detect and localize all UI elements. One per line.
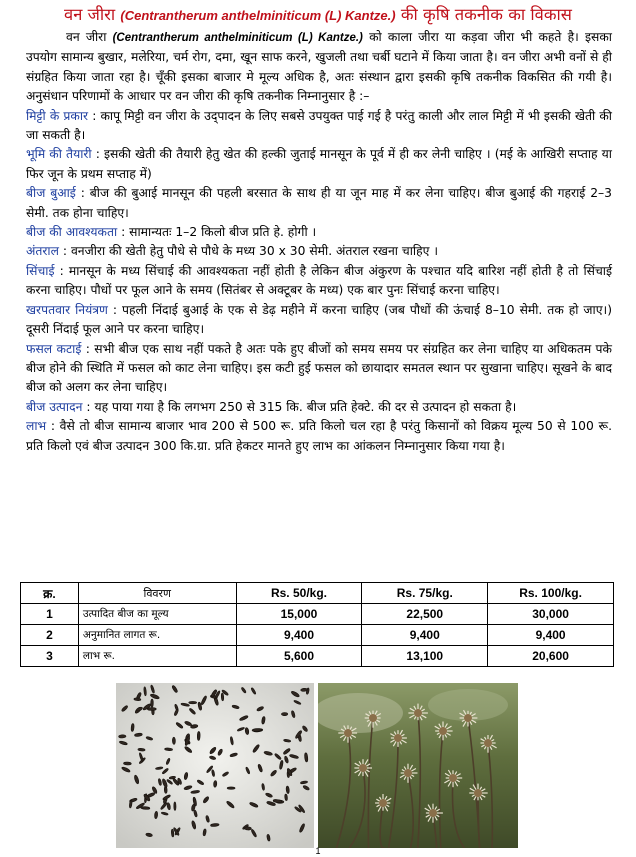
- cell-rs-75: 22,500: [362, 604, 488, 625]
- section-text: : सभी बीज एक साथ नहीं पकते है अतः पके हुए बीजों को समय समय पर संग्रहित कर लेना चाहिए या अधिकतम पके बीज होने की स्थिति में फसल को काट लेना चाहिए। इस कटी हुई फसल को छायादार समतल स्थान पर सुखाना चाहिए। सूखने के बाद बीज को अलग कर लेना चाहिए।: [26, 341, 612, 395]
- section-heading: मिट्टी के प्रकार: [26, 108, 89, 123]
- cell-description: अनुमानित लागत रू.: [78, 625, 236, 646]
- intro-start: वन जीरा: [66, 30, 107, 44]
- section-heading: भूमि की तैयारी: [26, 147, 92, 162]
- section-weed-control: [26, 301, 612, 340]
- plant-photo: [318, 683, 518, 848]
- header-serial: क्र.: [21, 583, 79, 604]
- cell-rs-100: 20,600: [488, 646, 614, 667]
- section-text: : पहली निंदाई बुआई के एक से डेढ़ महीने में करना चाहिए (जब पौधों की ऊंचाई 8–10 सेमी. तक हो जाए।) दूसरी निंदाई फूल आने पर करना चाहिए।: [26, 302, 612, 337]
- section-heading: बीज बुआई: [26, 186, 76, 201]
- header-description: विवरण: [78, 583, 236, 604]
- section-profit: [26, 417, 612, 456]
- section-harvest: [26, 340, 612, 398]
- seeds-photo: [116, 683, 314, 848]
- document-body: [26, 28, 612, 456]
- section-heading: लाभ: [26, 419, 47, 434]
- intro-scientific-name: (Centrantherum anthelminiticum (L) Kantze.): [112, 32, 363, 44]
- cell-rs-50: 9,400: [236, 625, 362, 646]
- seeds-image: [116, 683, 314, 848]
- section-text: : कापू मिट्टी वन जीरा के उद्पादन के लिए सबसे उपयुक्त पाई गई है परंतु काली और लाल मिट्टी में भी इसकी खेती की जा सकती है।: [26, 108, 612, 143]
- cell-rs-50: 5,600: [236, 646, 362, 667]
- cell-rs-75: 13,100: [362, 646, 488, 667]
- table-row: [21, 646, 614, 667]
- section-heading: अंतराल: [26, 244, 59, 259]
- header-rs-50: Rs. 50/kg.: [236, 583, 362, 604]
- section-text: : सामान्यतः 1–2 किलो बीज प्रति हे. होगी ।: [121, 225, 317, 240]
- section-seed-requirement: [26, 223, 612, 242]
- cell-description: उत्पादित बीज का मूल्य: [78, 604, 236, 625]
- section-text: : इसकी खेती की तैयारी हेतु खेत की हल्की जुताई मानसून के पूर्व में ही कर लेनी चाहिए । (मई के आखिरी सप्ताह या फिर जून के प्रथम सप्ताह में): [26, 147, 612, 181]
- plant-image: [318, 683, 518, 848]
- section-text: : मानसून के मध्य सिंचाई की आवश्यकता नहीं होती है लेकिन बीज अंकुरण के पश्चात यदि बारिश नहीं होती है तो सिंचाई करना चाहिए। पौधों पर फूल आने के समय (सितंबर से अक्टूबर के मध्य) एक बार पुनः सिंचाई करना चाहिए।: [26, 263, 612, 298]
- cell-rs-75: 9,400: [362, 625, 488, 646]
- section-text: : बीज की बुआई मानसून की पहली बरसात के साथ ही या जून माह में कर लेना चाहिए। बीज बुआई की गहराई 2–3 सेमी. तक होना चाहिए।: [26, 186, 612, 220]
- header-rs-100: Rs. 100/kg.: [488, 583, 614, 604]
- page-title: [0, 2, 636, 25]
- title-scientific-name: (Centrantherum anthelminiticum (L) Kantze.): [120, 8, 396, 23]
- section-heading: बीज उत्पादन: [26, 399, 83, 414]
- intro-text: को काला जीरा या कड़वा जीरा भी कहते है। इसका उपयोग सामान्य बुखार, मलेरिया, चर्म रोग, दमा, खून साफ करने, खुजली तथा चर्बी घटाने में किया जाता है। वन जीरा अभी वनों से ही संग्रहित किया जाता रहा है। चूँकी इसका बाजार मे मूल्य अधिक है, अतः संस्थान द्वारा इसकी कृषि तकनीक विकसित की गयी है। अनुसंधान परिणामों के आधार पर वन जीरा की कृषि तकनीक निम्नानुसार है :–: [26, 30, 612, 104]
- section-text: : वैसे तो बीज सामान्य बाजार भाव 200 से 500 रू. प्रति किलो चल रहा है परंतु किसानों को विक्रय मूल्य 50 से 100 रू. प्रति किलो एवं बीज उत्पादन 300 कि.ग्रा. प्रति हेकटर मानते हुए लाभ का आंकलन निम्नानुसार किया गया है।: [26, 419, 612, 453]
- section-seed-production: [26, 398, 612, 417]
- profit-table: [20, 582, 614, 667]
- section-spacing: [26, 242, 612, 261]
- intro-paragraph: [26, 28, 612, 107]
- section-heading: सिंचाई: [26, 263, 55, 278]
- section-irrigation: [26, 262, 612, 301]
- page-number: 1: [315, 846, 321, 856]
- section-soil: [26, 107, 612, 146]
- section-land-prep: [26, 145, 612, 184]
- section-sowing: [26, 184, 612, 223]
- cell-rs-100: 9,400: [488, 625, 614, 646]
- table-header-row: [21, 583, 614, 604]
- table-row: [21, 625, 614, 646]
- section-heading: खरपतवार नियंत्रण: [26, 302, 108, 317]
- table-row: [21, 604, 614, 625]
- section-heading: बीज की आवश्यकता: [26, 225, 118, 240]
- section-text: : वनजीरा की खेती हेतु पौधे से पौधे के मध्य 30 x 30 सेमी. अंतराल रखना चाहिए ।: [62, 244, 438, 259]
- section-heading: फसल कटाई: [26, 341, 82, 356]
- header-rs-75: Rs. 75/kg.: [362, 583, 488, 604]
- cell-serial: 1: [21, 604, 79, 625]
- cell-description: लाभ रू.: [78, 646, 236, 667]
- cell-rs-100: 30,000: [488, 604, 614, 625]
- cell-serial: 3: [21, 646, 79, 667]
- title-hindi-start: वन जीरा: [64, 5, 116, 24]
- title-hindi-end: की कृषि तकनीक का विकास: [400, 5, 572, 24]
- cell-rs-50: 15,000: [236, 604, 362, 625]
- section-text: : यह पाया गया है कि लगभग 250 से 315 कि. बीज प्रति हेक्टे. की दर से उत्पादन हो सकता है।: [86, 399, 517, 414]
- cell-serial: 2: [21, 625, 79, 646]
